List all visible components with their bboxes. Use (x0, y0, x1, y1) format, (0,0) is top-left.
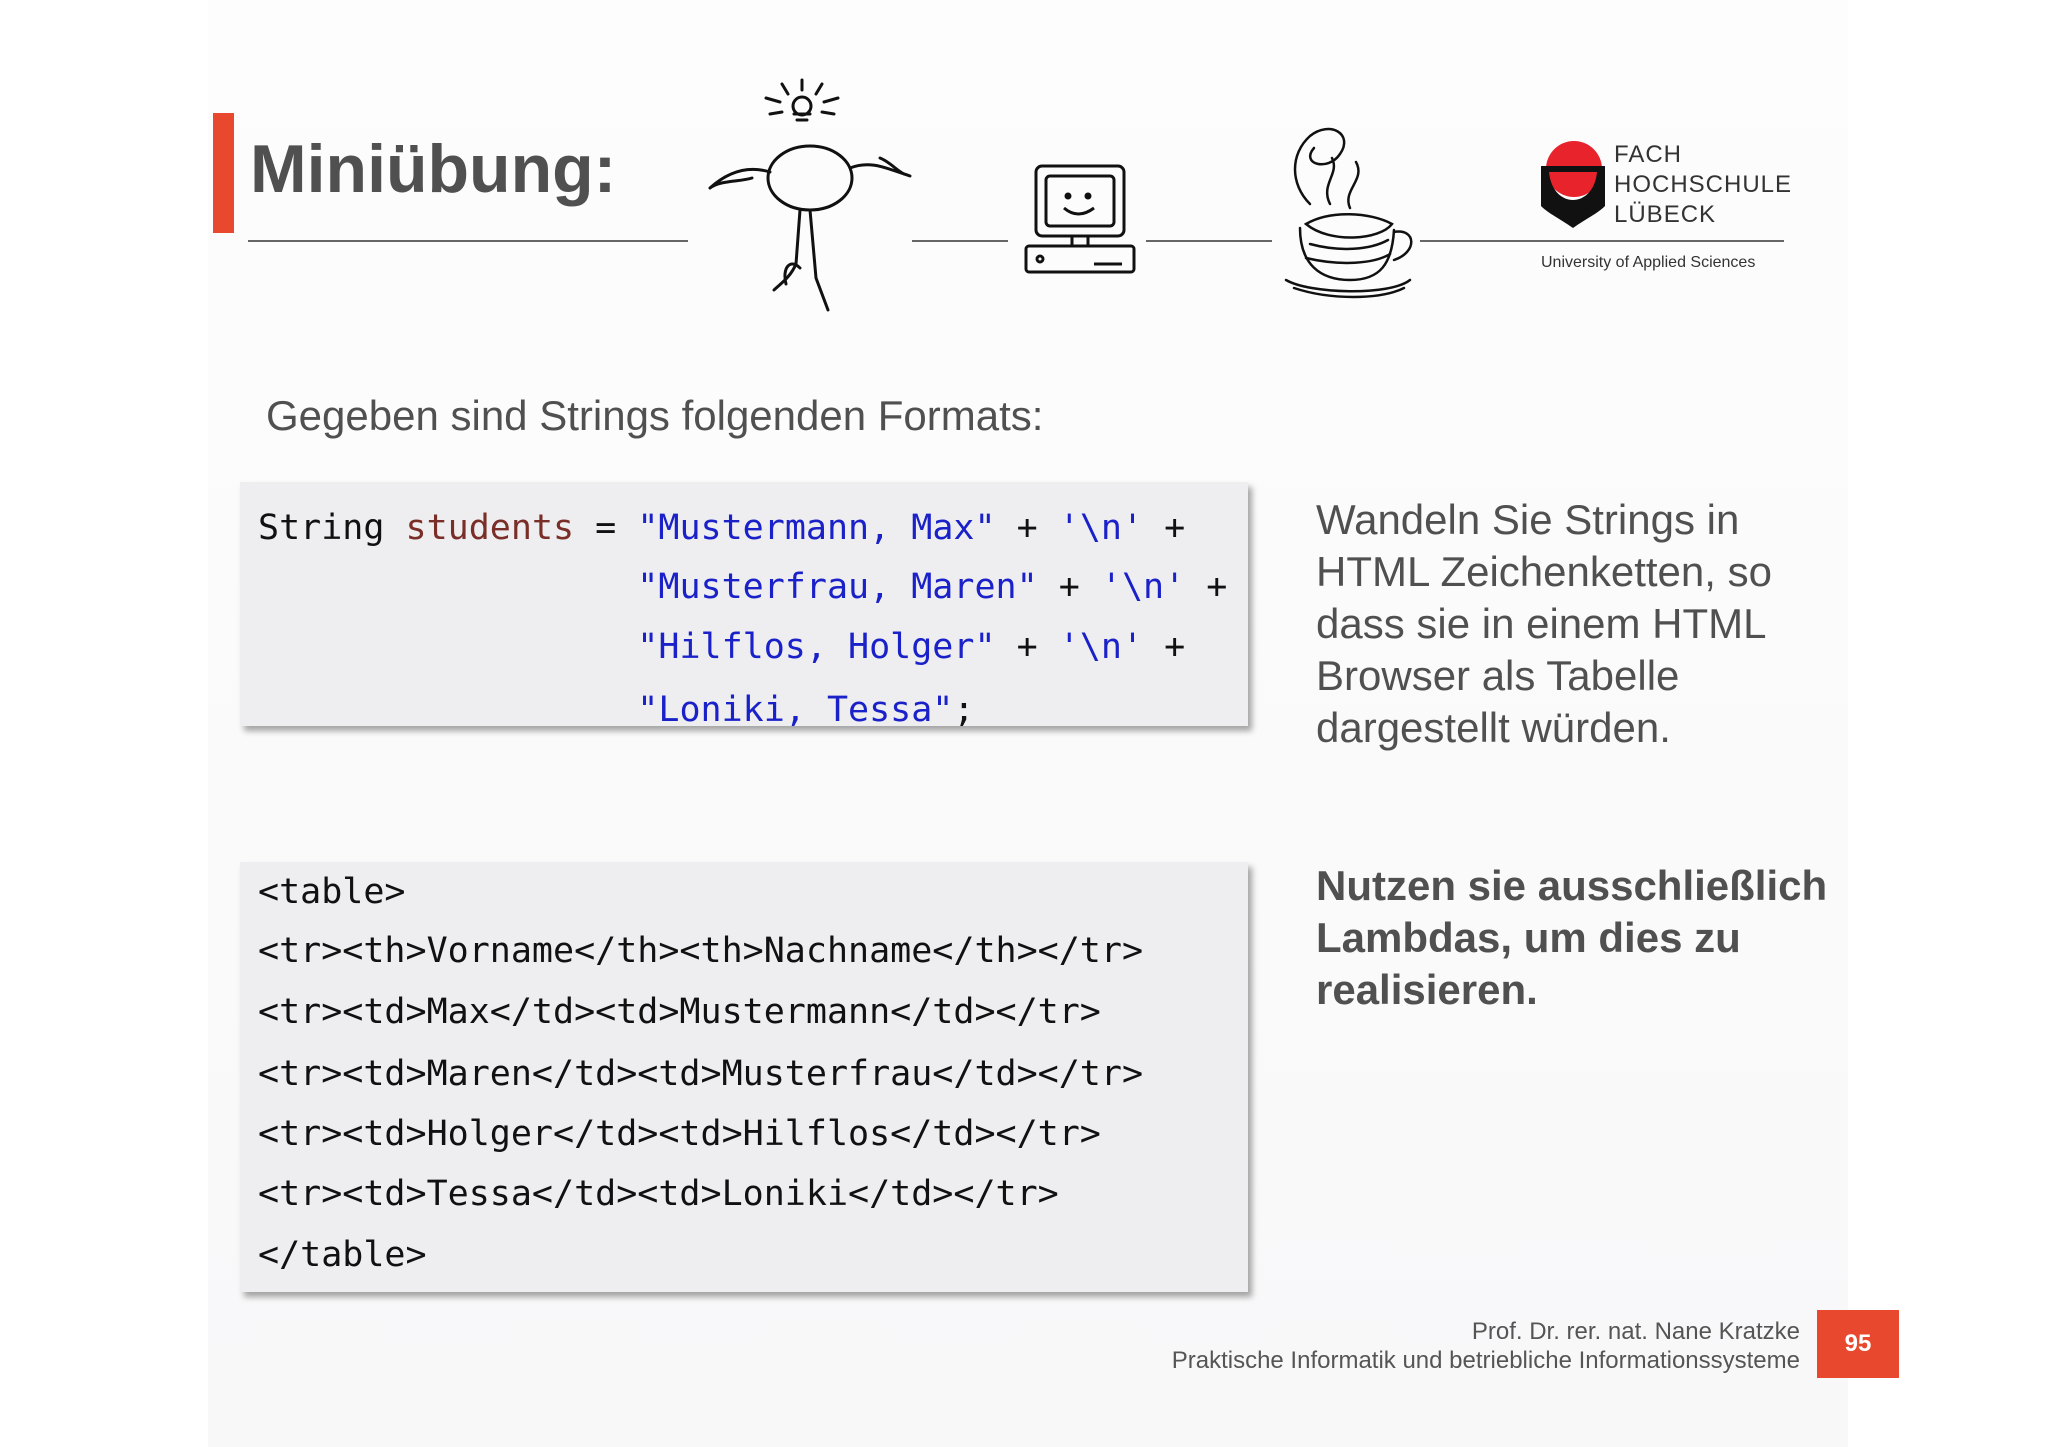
input-code-block (240, 482, 1248, 730)
code-token: + (995, 508, 1059, 548)
code-line (258, 690, 974, 730)
code-token: '\n' (1100, 567, 1186, 607)
code-token: String (258, 508, 385, 548)
code-token: + (1185, 567, 1228, 607)
code-token: students (405, 508, 575, 548)
code-token: "Mustermann, Max" (637, 508, 996, 548)
code-token (258, 567, 637, 607)
code-line (258, 567, 1227, 607)
code-line: <tr><td>Maren</td><td>Musterfrau</td></tr> (258, 1054, 1144, 1094)
code-token: + (1143, 627, 1186, 667)
code-line: <tr><td>Holger</td><td>Hilflos</td></tr> (258, 1114, 1101, 1154)
title-accent-bar (213, 113, 234, 233)
intro-text: Gegeben sind Strings folgenden Formats: (266, 392, 1044, 439)
code-token: = (574, 508, 638, 548)
code-line: <table> (258, 872, 406, 912)
page-title: Miniübung: (250, 131, 617, 207)
logo-shield-icon (1541, 166, 1605, 228)
footer-course: Praktische Informatik und betriebliche Informationssysteme (1171, 1347, 1800, 1374)
code-token: + (995, 627, 1059, 667)
code-token: "Musterfrau, Maren" (637, 567, 1038, 607)
logo-subtitle: University of Applied Sciences (1541, 254, 1756, 271)
code-token (258, 690, 637, 730)
page-number: 95 (1817, 1310, 1899, 1378)
code-token: "Loniki, Tessa" (637, 690, 954, 730)
computer-icon (1022, 160, 1138, 280)
header-rule (1146, 240, 1272, 242)
logo-line: HOCHSCHULE (1614, 171, 1793, 198)
idea-figure-icon (690, 78, 920, 318)
code-line: <tr><th>Vorname</th><th>Nachname</th></tr> (258, 931, 1144, 971)
instruction-text: Wandeln Sie Strings in HTML Zeichenketten, so dass sie in einem HTML Browser als Tabelle dargestellt würden. (1316, 496, 1772, 751)
code-line: <tr><td>Tessa</td><td>Loniki</td></tr> (258, 1174, 1059, 1214)
header-rule (248, 240, 688, 242)
logo-wordmark (1614, 140, 1792, 230)
code-token (258, 627, 637, 667)
code-token: + (1037, 567, 1101, 607)
code-line: </table> (258, 1235, 427, 1275)
header-rule (1420, 240, 1784, 242)
code-token: '\n' (1058, 508, 1144, 548)
coffee-cup-icon (1270, 124, 1420, 304)
code-token: '\n' (1058, 627, 1144, 667)
hint-text: Nutzen sie ausschließlich Lambdas, um dies zu realisieren. (1316, 862, 1828, 1013)
footer-author: Prof. Dr. rer. nat. Nane Kratzke (1471, 1318, 1800, 1345)
code-token (384, 508, 405, 548)
code-line (258, 627, 1185, 667)
code-token: "Hilflos, Holger" (637, 627, 996, 667)
code-token: ; (953, 690, 975, 730)
logo-line: FACH (1614, 141, 1683, 168)
output-code-block (240, 862, 1248, 1292)
code-line: <tr><td>Max</td><td>Mustermann</td></tr> (258, 992, 1101, 1032)
header-rule (912, 240, 1008, 242)
logo-line: LÜBECK (1614, 201, 1717, 228)
code-line (258, 508, 1185, 548)
code-token: + (1143, 508, 1186, 548)
